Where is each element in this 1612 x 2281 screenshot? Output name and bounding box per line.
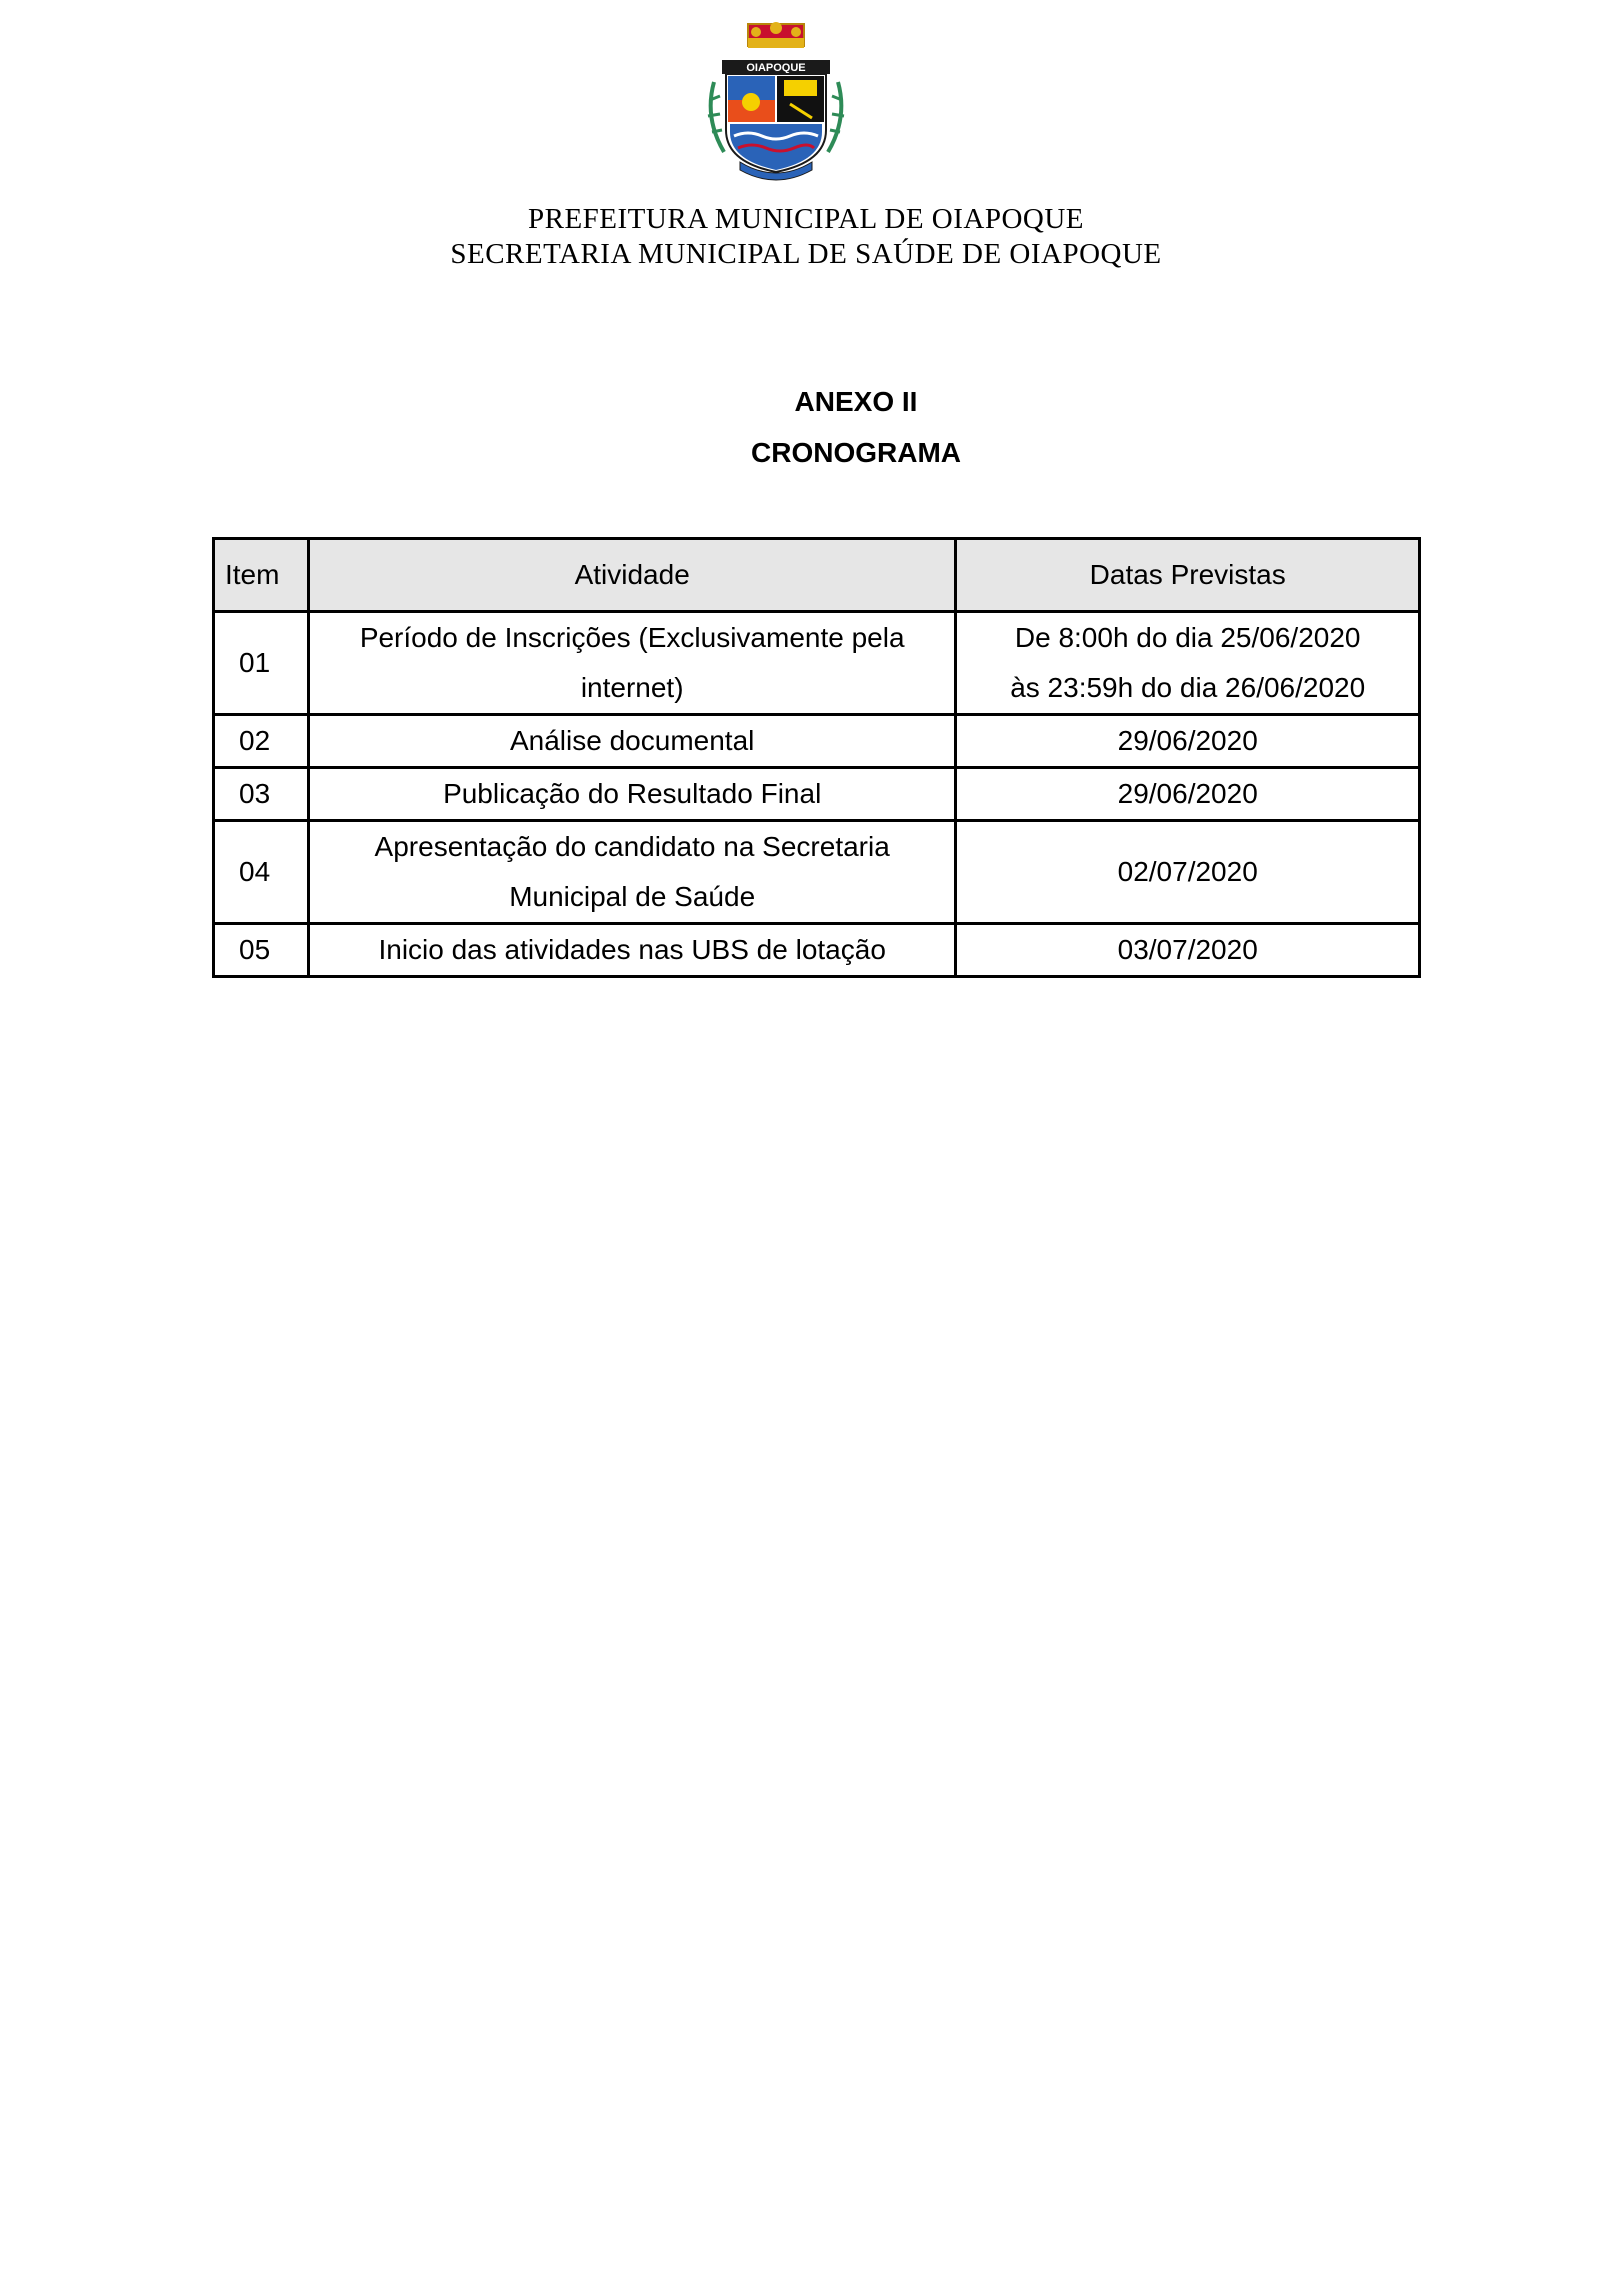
row-date [956,612,1420,715]
row-item: 03 [214,768,309,821]
row-date: 03/07/2020 [956,924,1420,977]
crest-banner-text: OIAPOQUE [746,62,806,74]
annex-title: CRONOGRAMA [751,437,961,468]
annex-number: ANEXO II [794,386,918,417]
row-date: 29/06/2020 [956,768,1420,821]
header-activity: Atividade [308,539,955,612]
row-item: 02 [214,715,309,768]
row-date: 02/07/2020 [956,821,1420,924]
municipal-crest-logo [700,22,852,182]
header-dates: Datas Previstas [956,539,1420,612]
row-activity [308,821,955,924]
row-item: 01 [214,612,309,715]
row-item: 04 [214,821,309,924]
schedule-table [212,537,1421,978]
row-activity-line: Apresentação do candidato na Secretaria [374,831,890,862]
org-name-prefeitura: PREFEITURA MUNICIPAL DE OIAPOQUE [527,203,1085,235]
row-activity-line: Municipal de Saúde [509,881,756,912]
row-date-line: às 23:59h do dia 26/06/2020 [1010,672,1366,703]
row-activity: Análise documental [308,715,955,768]
table-row [214,924,1420,977]
row-activity [308,612,955,715]
row-activity-line: internet) [580,672,684,703]
row-date: 29/06/2020 [956,715,1420,768]
table-header-row [214,539,1420,612]
row-item: 05 [214,924,309,977]
header-item: Item [214,539,309,612]
row-activity-line: Período de Inscrições (Exclusivamente pela [359,622,905,653]
row-date-line: De 8:00h do dia 25/06/2020 [1014,622,1361,653]
table-row [214,821,1420,924]
table-row [214,768,1420,821]
row-activity: Publicação do Resultado Final [308,768,955,821]
table-row [214,612,1420,715]
table-row [214,715,1420,768]
org-name-secretaria: SECRETARIA MUNICIPAL DE SAÚDE DE OIAPOQUE [450,238,1162,270]
row-activity: Inicio das atividades nas UBS de lotação [308,924,955,977]
